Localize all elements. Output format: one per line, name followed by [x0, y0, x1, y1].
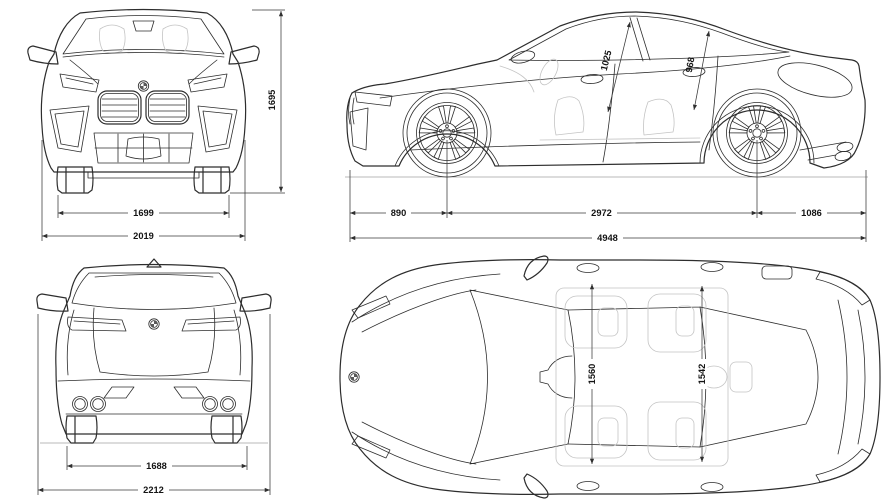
front-overhang-label: 890 [390, 208, 407, 218]
top-body-outline [340, 260, 880, 495]
front-tire-left [57, 167, 93, 193]
door-handle-bottom-rear [701, 483, 723, 492]
cowl-line [63, 53, 224, 58]
side-view-dimensions [350, 140, 866, 243]
headlight-left [60, 74, 99, 92]
rear-mirror-right [240, 294, 271, 311]
rear-cabin-width-label: 1542 [697, 363, 707, 385]
b-pillar [630, 18, 650, 62]
glasshouse-outline [509, 16, 789, 60]
front-view-drawing [28, 10, 259, 194]
front-headroom-label: 1025 [598, 49, 614, 72]
front-seat-silhouettes [99, 25, 188, 53]
wheelbase-label: 2972 [591, 208, 612, 218]
door-handle-bottom-front [577, 482, 599, 491]
rearview-mirror [133, 21, 154, 31]
rear-overhang-label: 1086 [801, 208, 822, 218]
side-intake-right [198, 106, 237, 152]
taillight-top [816, 272, 870, 305]
cabin-interior [556, 288, 752, 466]
diffuser-vent-left [104, 387, 134, 398]
tailgate-cuts [838, 300, 865, 454]
front-cabin-width-label: 1560 [587, 363, 597, 385]
roof-sunroof-panel [762, 266, 792, 279]
headroom-dimensions [599, 22, 709, 112]
headlight-right [188, 74, 227, 92]
hood-creases-top [362, 290, 476, 464]
rear-window [72, 273, 236, 310]
door-cut-front [603, 64, 615, 162]
hood-panel-gaps [352, 274, 500, 480]
roof-antenna [147, 259, 161, 267]
door-handle-top-rear [701, 263, 723, 272]
rear-haunch [774, 56, 855, 103]
rear-tire-right [211, 416, 242, 443]
bumper-top-line [58, 379, 250, 381]
rear-mirror-left [37, 294, 68, 311]
side-body-outline [347, 80, 865, 168]
front-width-label: 2019 [133, 231, 154, 241]
side-view-drawing [345, 12, 868, 177]
bumper-lower-line [88, 172, 199, 178]
taillight-bottom [816, 449, 870, 482]
cabin-width-dimensions [587, 284, 708, 464]
tailgate-outline [93, 308, 215, 376]
rear-width-label: 2212 [143, 485, 164, 495]
kidney-grille [98, 91, 189, 124]
exhaust-tips [73, 397, 236, 412]
door-cut-rear [709, 56, 718, 150]
rear-headroom-label: 968 [683, 56, 697, 74]
shoulder-line [380, 56, 790, 98]
taillight-right [182, 317, 241, 331]
front-height-label: 1695 [267, 89, 277, 111]
length-label: 4948 [597, 233, 618, 243]
rear-window-top [700, 307, 818, 447]
side-intake-left [50, 106, 89, 152]
rear-track-label: 1688 [146, 461, 167, 471]
rear-body-outline [56, 265, 252, 435]
rear-view-drawing [37, 259, 271, 443]
top-view-drawing [340, 256, 880, 498]
diffuser-vent-right [174, 387, 204, 398]
rear-tire-left [66, 416, 97, 443]
side-headlight [355, 92, 392, 106]
door-handle-top-front [577, 264, 599, 273]
lower-intake-grid [94, 133, 193, 163]
front-track-label: 1699 [133, 208, 154, 218]
front-tire-right [194, 167, 230, 193]
taillight-left [68, 317, 127, 331]
windshield-top [470, 290, 575, 464]
